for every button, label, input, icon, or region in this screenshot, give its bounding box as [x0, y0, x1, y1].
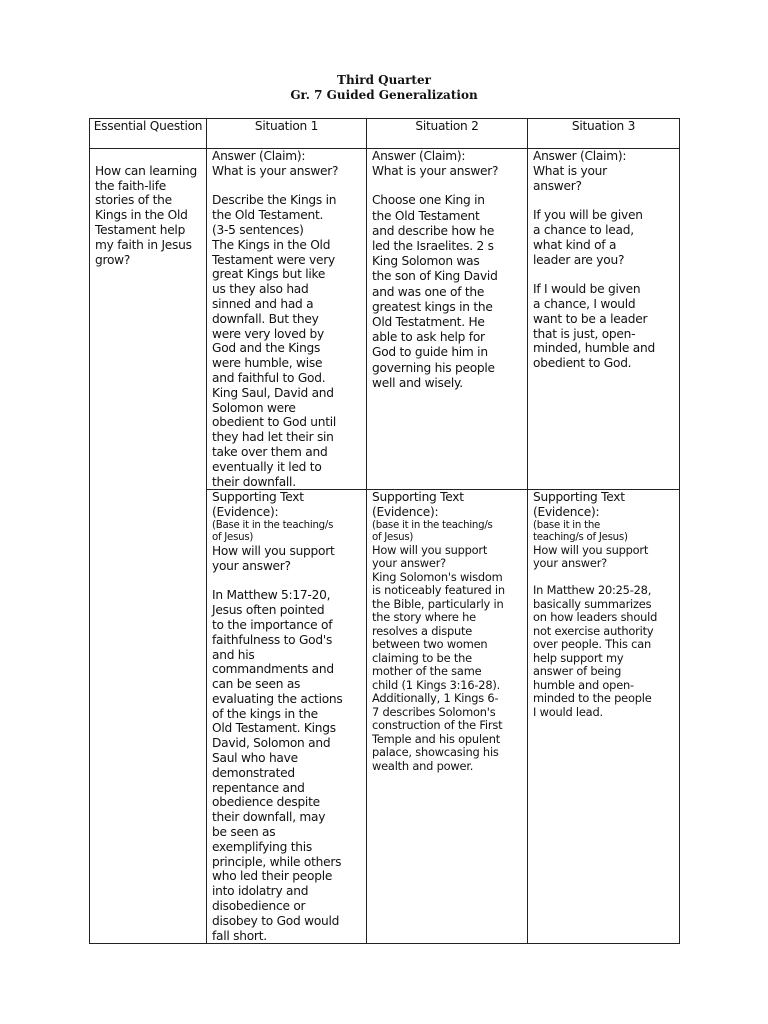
header-essential-question: Essential Question: [90, 119, 207, 149]
s2-claim-heading: Answer (Claim): What is your answer?: [372, 149, 499, 178]
situation-1-claim-cell: [207, 149, 367, 490]
s1-claim-prompt: Describe the Kings in the Old Testament. (3-5 sentences): [212, 193, 337, 237]
header-situation-2: Situation 2: [367, 119, 528, 149]
s1-evidence-note: (Base it in the teaching/s of Jesus): [212, 519, 334, 543]
s2-evidence-heading: Supporting Text (Evidence):: [372, 490, 464, 520]
s1-evidence-answer: In Matthew 5:17-20, Jesus often pointed to the importance of faithfulness to God's and his commandments and can be seen as evaluating the actions of the kings in the Old Testament. Kings David, Solomon and Saul who have demonstrated repentance and obedience despite their downfall, may be seen as exemplifying this principle, while others who led their people into idolatry and disobedience or disobey to God would fall short.: [212, 588, 343, 943]
s3-evidence-heading: Supporting Text (Evidence):: [533, 490, 625, 520]
situation-3-evidence-cell: [528, 490, 680, 944]
s3-evidence-question: How will you support your answer?: [533, 542, 649, 571]
s3-claim-heading: Answer (Claim): What is your answer?: [533, 149, 627, 193]
situation-3-claim-cell: [528, 149, 680, 490]
s3-evidence-note: (base it in the teaching/s of Jesus): [533, 519, 628, 543]
s2-evidence-question: How will you support your answer?: [372, 542, 488, 571]
document-subtitle: Gr. 7 Guided Generalization: [290, 88, 478, 102]
header-situation-1: Situation 1: [207, 119, 367, 149]
essential-question-text: How can learning the faith-life stories of the Kings in the Old Testament help my faith in Jesus grow?: [95, 163, 197, 267]
claim-row: [90, 149, 680, 490]
s1-evidence-heading: Supporting Text (Evidence):: [212, 490, 304, 520]
essential-question-cell: [90, 149, 207, 944]
s3-evidence-answer: In Matthew 20:25-28, basically summarizes on how leaders should not exercise authority over people. This can help support my answer of being humble and open- minded to the people I would lead.: [533, 583, 658, 719]
s1-evidence-question: How will you support your answer?: [212, 543, 335, 573]
guided-generalization-table: [89, 118, 680, 944]
situation-2-evidence-cell: [367, 490, 528, 944]
header-situation-3: Situation 3: [528, 119, 680, 149]
s3-claim-answer: If I would be given a chance, I would want to be a leader that is just, open- minded, humble and obedient to God.: [533, 282, 655, 371]
s1-claim-heading: Answer (Claim): What is your answer?: [212, 149, 339, 178]
situation-1-evidence-cell: [207, 490, 367, 944]
s2-claim-prompt: Choose one King in the Old Testament and describe how he led the Israelites. 2 s: [372, 193, 495, 253]
document-title: Third Quarter: [337, 73, 431, 87]
s2-evidence-note: (base it in the teaching/s of Jesus): [372, 519, 493, 543]
situation-2-claim-cell: [367, 149, 528, 490]
table-header-row: [90, 119, 680, 149]
s2-evidence-answer: King Solomon's wisdom is noticeably featured in the Bible, particularly in the story where he resolves a dispute between two women claiming to be the mother of the same child (1 Kings 3:16-28). Additionally, 1 Kings 6- 7 describes Solomon's construction of the First Temple and his opulent palace, showcasing his wealth and power.: [372, 569, 505, 773]
s3-claim-prompt: If you will be given a chance to lead, what kind of a leader are you?: [533, 208, 643, 267]
s1-claim-answer: The Kings in the Old Testament were very great Kings but like us they also had sinned and had a downfall. But they were very loved by God and the Kings were humble, wise and faithful to God. King Saul, David and Solomon were obedient to God until they had let their sin take over them and eventually it led to their downfall.: [212, 237, 337, 489]
s2-claim-answer: King Solomon was the son of King David and was one of the greatest kings in the Old Testatment. He able to ask help for God to guide him in governing his people well and wisely.: [372, 254, 498, 390]
